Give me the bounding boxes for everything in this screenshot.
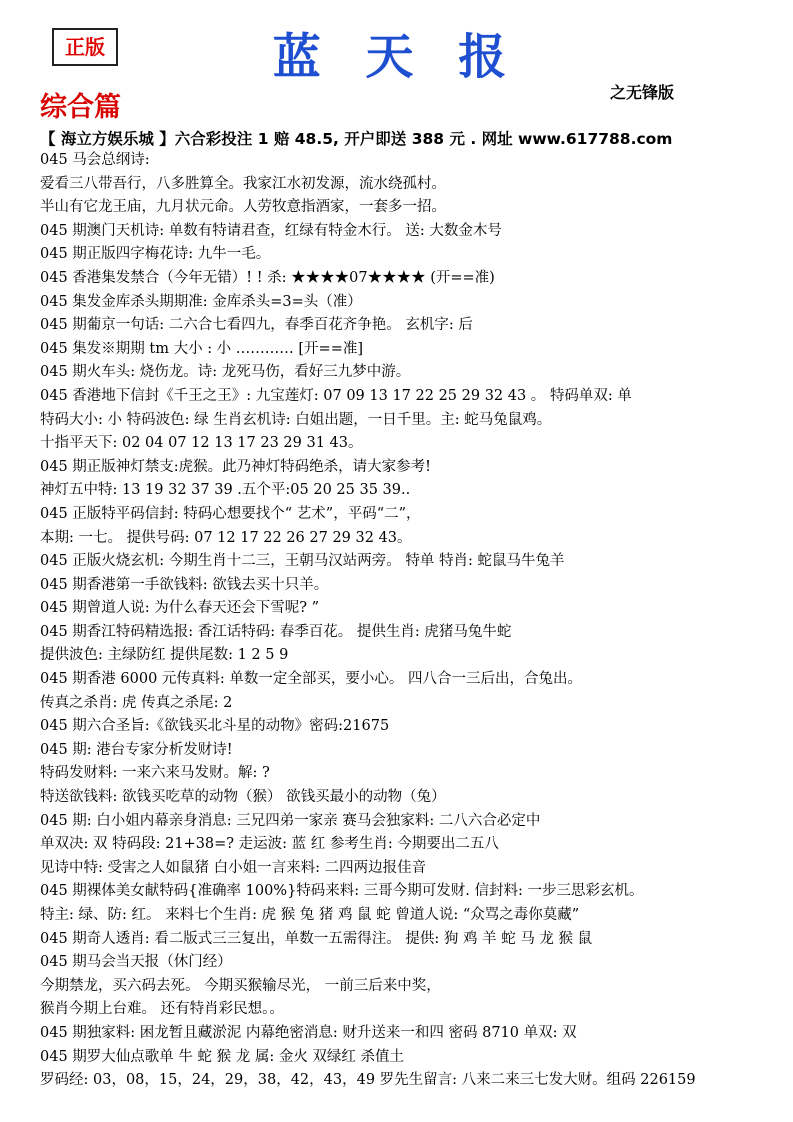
content-line: 045 香港集发禁合（今年无错）! ! 杀: ★★★★07★★★★ (开==准)	[40, 269, 495, 286]
edition-subtitle: 之无锋版	[610, 83, 675, 102]
content-line: 045 期香港 6000 元传真料: 单数一定全部买，要小心。 四八合一三后出，合兔出。	[40, 671, 583, 688]
content-line: 罗码经: 03，08，15，24，29，38，42，43，49 罗先生留言: 八来二来三七发大财。组码 226159	[40, 1072, 696, 1089]
content-line: 045 期马会当天报（休门经）	[40, 954, 232, 971]
content-line: 045 期火车头: 烧伤龙。诗: 龙死马伤，看好三九梦中游。	[40, 364, 411, 381]
content-line: 045 集发金库杀头期期准: 金库杀头=3=头（准）	[40, 293, 362, 310]
content-line: 传真之杀肖: 虎 传真之杀尾: 2	[40, 694, 233, 711]
edition-badge: 正版	[52, 28, 118, 66]
content-line: 045 集发※期期 tm 大小 : 小 ………… [开==准]	[40, 340, 364, 357]
content-line: 特主: 绿、防: 红。 来料七个生肖: 虎 猴 兔 猪 鸡 鼠 蛇 曾道人说: “众骂之毒你莫藏”	[40, 907, 580, 923]
content-line: 045 期香港第一手欲钱料: 欲钱去买十只羊。	[40, 576, 329, 593]
content-line: 045 期独家料: 困龙暂且藏淤泥 内幕绝密消息: 财升送来一和四 密码 8710 单双: 双	[40, 1024, 577, 1041]
content-line: 045 期: 港台专家分析发财诗!	[40, 741, 233, 758]
content-line: 045 期曾道人说: 为什么春天还会下雪呢? ”	[40, 600, 320, 617]
page-title: 蓝 天 报	[272, 29, 521, 85]
content-line: 今期禁龙，买六码去死。 今期买猴输尽光， 一前三后来中奖，	[40, 977, 441, 994]
content-lines	[40, 149, 785, 1093]
content-line: 045 香港地下信封《千王之王》: 九宝莲灯: 07 09 13 17 22 25 29 32 43 。 特码单双: 单	[40, 387, 632, 404]
content-line: 猴肖今期上台难。 还有特肖彩民想。。	[40, 1001, 284, 1018]
content-line: 045 期奇人透肖: 看二版式三三复出，单数一五需得注。 提供: 狗 鸡 羊 蛇 马 龙 猴 鼠	[40, 930, 593, 947]
content-line: 045 期罗大仙点歌单 牛 蛇 猴 龙 属: 金火 双绿红 杀值土	[40, 1048, 405, 1065]
content-line: 本期: 一七。 提供号码: 07 12 17 22 26 27 29 32 43。	[40, 529, 412, 546]
content-line: 045 马会总纲诗:	[40, 152, 150, 168]
content-line: 045 期正版神灯禁支:虎猴。此乃神灯特码绝杀，请大家参考!	[40, 458, 431, 475]
content-line: 045 正版火烧玄机: 今期生肖十二三，王朝马汉站两旁。 特单 特肖: 蛇鼠马牛兔羊	[40, 553, 565, 570]
content-line: 045 期六合圣旨:《欲钱买北斗星的动物》密码:21675	[40, 718, 390, 735]
ad-banner-line: 【 海立方娱乐城 】六合彩投注 1 赔 48.5, 开户即送 388 元 . 网址 www.617788.com	[40, 130, 673, 148]
content-line: 爱看三八带吾行，八多胜算全。我家江水初发源，流水绕孤村。	[40, 175, 446, 192]
content-line: 神灯五中特: 13 19 32 37 39 .五个平:05 20 25 35 39..	[40, 482, 411, 499]
content-line: 单双决: 双 特码段: 21+38=? 走运波: 蓝 红 参考生肖: 今期要出二五八	[40, 836, 499, 853]
content-line: 见诗中特: 受害之人如鼠猪 白小姐一言来料: 二四两边报佳音	[40, 859, 427, 876]
content-line: 特码发财料: 一来六来马发财。解: ?	[40, 765, 270, 782]
section-heading: 综合篇	[40, 92, 121, 123]
content-line: 045 期香江特码精选报: 香江话特码: 春季百花。 提供生肖: 虎猪马兔牛蛇	[40, 623, 512, 640]
content-line: 半山有它龙王庙，九月状元命。人劳牧意指酒家，一套多一招。	[40, 199, 446, 216]
content-line: 特送欲钱料: 欲钱买吃草的动物（猴） 欲钱买最小的动物（兔）	[40, 789, 446, 806]
content-line: 045 期葡京一句话: 二六合七看四九，春季百花齐争艳。 玄机字: 后	[40, 317, 473, 334]
content-line: 十指平天下: 02 04 07 12 13 17 23 29 31 43。	[40, 435, 363, 452]
content-line: 045 正版特平码信封: 特码心想要找个“ 艺术”，平码“二”，	[40, 505, 421, 522]
content-line: 045 期正版四字梅花诗: 九牛一毛。	[40, 246, 271, 263]
content-line: 045 期: 白小姐内幕亲身消息: 三兄四弟一家亲 赛马会独家料: 二八六合必定中	[40, 812, 541, 829]
content-line: 特码大小: 小 特码波色: 绿 生肖玄机诗: 白姐出题，一日千里。主: 蛇马兔鼠鸡。	[40, 411, 552, 428]
content-line: 提供波色: 主绿防红 提供尾数: 1 2 5 9	[40, 647, 289, 664]
content-line: 045 期澳门天机诗: 单数有特请君查，红绿有特金木行。 送: 大数金木号	[40, 222, 502, 239]
content-line: 045 期裸体美女献特码{准确率 100%}特码来料: 三哥今期可发财. 信封料: 一步三思彩玄机。	[40, 883, 644, 900]
